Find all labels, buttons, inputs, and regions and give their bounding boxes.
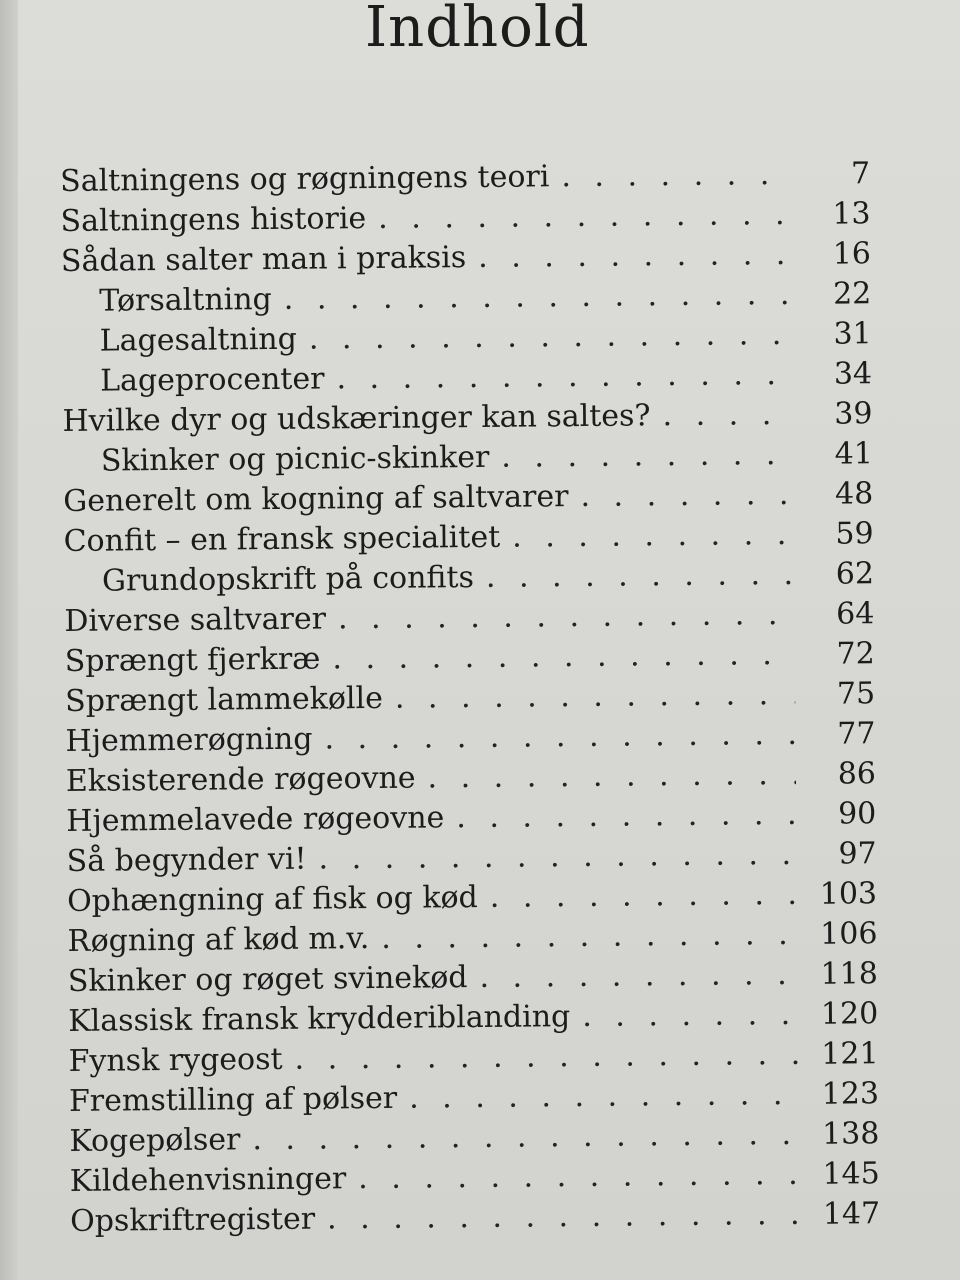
toc-entry-title: Så begynder vi! xyxy=(66,841,307,879)
toc-entry-title: Confit – en fransk specialitet xyxy=(63,519,501,559)
toc-page-number: 145 xyxy=(822,1156,880,1192)
dot-leader xyxy=(327,1195,800,1240)
dot-leader xyxy=(309,315,792,360)
toc-entry-title: Generelt om kogning af saltvarer xyxy=(63,479,569,519)
toc-entry-title: Diverse saltvarer xyxy=(64,601,327,639)
toc-page-number: 13 xyxy=(832,196,871,232)
toc-page-number: 39 xyxy=(834,396,873,432)
toc-page-number: 64 xyxy=(836,596,875,632)
toc-page-number: 77 xyxy=(837,716,876,752)
toc-page-number: 138 xyxy=(821,1116,880,1152)
toc-page-number: 16 xyxy=(832,236,872,272)
dot-leader xyxy=(662,395,792,436)
page-edge xyxy=(0,0,18,1280)
toc-entry-title: Skinker og picnic-skinker xyxy=(100,439,490,479)
toc-page-number: 106 xyxy=(820,916,878,952)
toc-page-number: 62 xyxy=(835,556,875,592)
toc-page-number: 97 xyxy=(838,836,877,872)
toc-page-number: 90 xyxy=(837,796,877,832)
toc-entry-title: Fremstilling af pølser xyxy=(68,1080,398,1119)
dot-leader xyxy=(358,1155,800,1199)
dot-leader xyxy=(381,915,798,959)
dot-leader xyxy=(284,275,792,320)
toc-page-number: 123 xyxy=(821,1076,880,1112)
toc-page-number: 75 xyxy=(836,676,876,712)
toc-entry-title: Hjemmerøgning xyxy=(65,721,313,759)
dot-leader xyxy=(427,755,796,799)
dot-leader xyxy=(582,995,798,1037)
page-title: Indhold xyxy=(365,0,590,60)
dot-leader xyxy=(580,475,793,517)
toc-entry xyxy=(70,1194,880,1242)
toc-page-number: 147 xyxy=(822,1196,881,1232)
dot-leader xyxy=(338,595,795,639)
dot-leader xyxy=(332,635,795,679)
toc-entry-title: Ophængning af fisk og kød xyxy=(66,880,478,919)
toc-page-number: 120 xyxy=(820,996,879,1032)
dot-leader xyxy=(561,155,790,197)
dot-leader xyxy=(395,675,796,719)
toc-entry-title: Fynsk rygeost xyxy=(68,1041,283,1079)
dot-leader xyxy=(512,515,794,558)
toc-entry-title: Sådan salter man i praksis xyxy=(60,240,467,279)
toc-entry-title: Lagesaltning xyxy=(99,321,298,359)
toc-entry-title: Eksisterende røgeovne xyxy=(65,760,416,799)
toc-page-number: 72 xyxy=(836,636,875,672)
toc-page-number: 22 xyxy=(832,276,872,312)
toc-page-number: 118 xyxy=(820,956,878,992)
dot-leader xyxy=(479,955,798,998)
table-of-contents xyxy=(60,154,880,1242)
dot-leader xyxy=(501,435,793,478)
toc-page-number: 121 xyxy=(821,1036,879,1072)
toc-entry-title: Kogepølser xyxy=(69,1122,241,1159)
toc-entry-title: Saltningens historie xyxy=(60,201,367,239)
toc-entry-title: Skinker og røget svinekød xyxy=(67,960,468,999)
dot-leader xyxy=(294,1035,798,1080)
toc-page-number: 31 xyxy=(833,316,872,352)
toc-entry-title: Røgning af kød m.v. xyxy=(67,921,370,959)
toc-entry-title: Klassisk fransk krydderiblanding xyxy=(68,999,571,1039)
dot-leader xyxy=(486,555,794,598)
toc-page-number: 41 xyxy=(834,436,874,472)
dot-leader xyxy=(378,195,791,239)
toc-page-number: 48 xyxy=(834,476,874,512)
toc-page-number: 7 xyxy=(850,156,871,192)
toc-entry-title: Saltningens og røgningens teori xyxy=(60,159,550,199)
dot-leader xyxy=(252,1115,799,1160)
dot-leader xyxy=(324,715,795,760)
toc-entry-title: Sprængt lammekølle xyxy=(65,680,384,719)
toc-entry-title: Tørsaltning xyxy=(99,281,272,319)
dot-leader xyxy=(409,1075,799,1119)
toc-page-number: 34 xyxy=(833,356,873,392)
toc-page-number: 103 xyxy=(819,876,878,912)
toc-entry-title: Lageprocenter xyxy=(99,361,325,399)
toc-entry-title: Sprængt fjerkræ xyxy=(64,641,321,679)
dot-leader xyxy=(478,235,791,278)
toc-entry-title: Kildehenvisninger xyxy=(69,1161,347,1199)
dot-leader xyxy=(490,875,798,918)
dot-leader xyxy=(318,835,797,880)
toc-entry-title: Hvilke dyr og udskæringer kan saltes? xyxy=(62,398,651,439)
dot-leader xyxy=(336,355,792,399)
toc-entry-title: Hjemmelavede røgeovne xyxy=(66,800,445,839)
toc-page-number: 86 xyxy=(837,756,877,792)
toc-entry-title: Grundopskrift på confits xyxy=(101,560,475,599)
toc-entry-title: Opskriftregister xyxy=(70,1201,316,1239)
dot-leader xyxy=(456,795,796,838)
toc-page-number: 59 xyxy=(835,516,874,552)
